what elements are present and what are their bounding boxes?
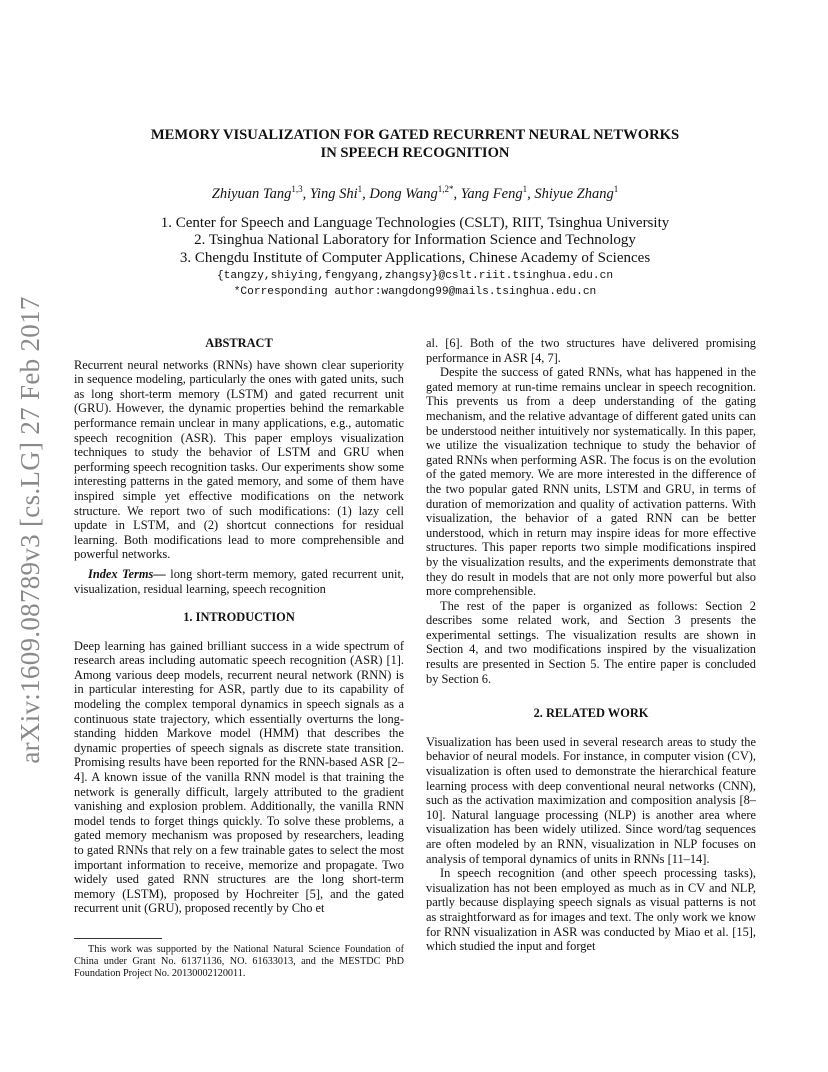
affiliation-3: 3. Chengdu Institute of Computer Applications, Chinese Academy of Sciences xyxy=(179,249,651,266)
intro-paragraph-3: The rest of the paper is organized as follows: Section 2 describes some related work, and Section 3 presents the experimental settings. The visualization results are shown in Section 4, and two modifications inspired by the visualization results are presented in Section 5. The entire paper is concluded by Section 6. xyxy=(426,598,756,686)
abstract-text: Recurrent neural networks (RNNs) have shown clear superiority in sequence modeling, particularly the ones with gated units, such as long short-term memory (LSTM) and gated recurrent unit (GRU). However, the dynamic properties behind the remarkable performance remain unclear in many applications, e.g., automatic speech recognition (ASR). This paper employs visualization techniques to study the behavior of LSTM and GRU when performing speech recognition tasks. Our experiments show some interesting patterns in the gated memory, and some of them have inspired simple yet effective modifications on the network structure. We report two of such modifications: (1) lazy cell update in LSTM, and (2) shortcut connections for residual learning. Both modifications lead to more comprehensible and powerful networks. xyxy=(74,357,404,562)
intro-paragraph-2: Despite the success of gated RNNs, what has happened in the gated memory at run-time remains unclear in speech recognition. This prevents us from a deep understanding of the gating mechanism, and the relative advantage of different gated units can be understood neither intuitively nor systematically. In this paper, we utilize the visualization technique to study the behavior of gated RNNs when performing ASR. The focus is on the evolution of the gated memory. We are more interested in the difference of the two popular gated RNN units, LSTM and GRU, in terms of duration of memorization and quality of activation patterns. With visualization, the behavior of a gated RNN can be better understood, which in return may inspire ideas for more effective structures. This paper reports two simple modifications inspired by the visualization results, and the experiments demonstrate that they do result in models that are not only more powerful but also more comprehensible. xyxy=(426,365,756,599)
arxiv-stamp[interactable]: arXiv:1609.08789v3 [cs.LG] 27 Feb 2017 xyxy=(15,296,45,764)
affiliation-1: 1. Center for Speech and Language Technologies (CSLT), RIIT, Tsinghua University xyxy=(160,215,670,231)
author-affiliation-mark: 1,2* xyxy=(437,184,454,194)
affiliations xyxy=(60,215,770,267)
introduction-paragraph: Deep learning has gained brilliant success in a wide spectrum of research areas including automatic speech recognition (ASR) [1]. Among various deep models, recurrent neural network (RNN) is in particular interesting for ASR, partly due to its capability of modeling the complex temporal dynamics in speech signals as a continuous state trajectory, which essentially overturns the long-standing hidden Markove model (HMM) that describes the dynamic properties of speech signals as discrete state transition. Promising results have been reported for the RNN-based ASR [2–4]. A known issue of the vanilla RNN model is that training the network is generally difficult, largely attributed to the gradient vanishing and explosion problem. Additionally, the vanilla RNN model tends to forget things quickly. To solve these problems, a gated memory mechanism was proposed by researchers, leading to gated RNNs that rely on a few trainable gates to select the most important information to receive, memorize and propagate. Two widely used gated RNN structures are the long short-term memory (LSTM), proposed by Hochreiter [5], and the gated recurrent unit (GRU), proposed recently by Cho et xyxy=(74,638,404,916)
related-work-paragraph-1: Visualization has been used in several research areas to study the behavior of neural models. For instance, in computer vision (CV), visualization is often used to demonstrate the hierarchical feature learning process with deep conventional neural networks (CNN), such as the activation maximization and composition analysis [8–10]. Natural language processing (NLP) is another area where visualization has been widely utilized. Since word/tag sequences are often modeled by an RNN, visualization in NLP focuses on analysis of temporal dynamics of units in RNNs [11–14]. xyxy=(426,734,756,866)
author-affiliation-mark: 1 xyxy=(613,184,619,194)
related-work-heading: 2. RELATED WORK xyxy=(533,706,649,721)
index-terms-text: long short-term memory, gated recurrent unit, visualization, residual learning, speech recognition xyxy=(74,566,404,596)
introduction-heading: 1. INTRODUCTION xyxy=(183,610,295,625)
author-affiliation-mark: 1,3 xyxy=(291,184,303,194)
footnote-divider xyxy=(74,938,162,939)
left-column xyxy=(74,336,404,916)
contact-emails xyxy=(60,268,770,300)
right-column xyxy=(426,336,756,954)
author-emails[interactable]: {tangzy,shiying,fengyang,zhangsy}@cslt.riit.tsinghua.edu.cn xyxy=(216,270,614,282)
related-work-paragraph-2: In speech recognition (and other speech processing tasks), visualization has not been employed as much as in CV and NLP, partly because displaying speech signals as visual patterns is not as straightforward as for images and text. The only work we know for RNN visualization in ASR was conducted by Miao et al. [15], which studied the input and forget xyxy=(426,866,756,954)
author-name: Zhiyuan Tang xyxy=(211,185,292,202)
author-affiliation-mark: 1 xyxy=(522,184,528,194)
corresponding-author[interactable]: *Corresponding author:wangdong99@mails.tsinghua.edu.cn xyxy=(233,286,597,298)
abstract-heading: ABSTRACT xyxy=(205,336,273,350)
index-terms-label: Index Terms— xyxy=(88,566,166,581)
author-name: Dong Wang xyxy=(369,185,438,202)
paper-title xyxy=(100,126,730,162)
author-name: Yang Feng xyxy=(460,185,523,202)
index-terms xyxy=(74,567,404,596)
title-line-1: MEMORY VISUALIZATION FOR GATED RECURRENT NEURAL NETWORKS xyxy=(150,127,680,143)
author-name: Shiyue Zhang xyxy=(534,185,614,202)
author-name: Ying Shi xyxy=(309,185,358,202)
intro-continuation: al. [6]. Both of the two structures have delivered promising performance in ASR [4, 7]. xyxy=(426,336,756,365)
funding-footnote: This work was supported by the National Natural Science Foundation of China under Grant No. 61371136, NO. 61633013, and the MESTDC PhD Foundation Project No. 20130002120011. xyxy=(74,944,404,979)
affiliation-2: 2. Tsinghua National Laboratory for Information Science and Technology xyxy=(194,232,636,249)
author-affiliation-mark: 1 xyxy=(357,184,363,194)
author-list: Zhiyuan Tang$^{1,3}$, Ying Shi$^1$, Dong Wang$^{1,2*}$, Yang Feng$^1$, Shiyue Zhang$^1$ xyxy=(211,184,619,202)
title-line-2: IN SPEECH RECOGNITION xyxy=(320,145,510,161)
